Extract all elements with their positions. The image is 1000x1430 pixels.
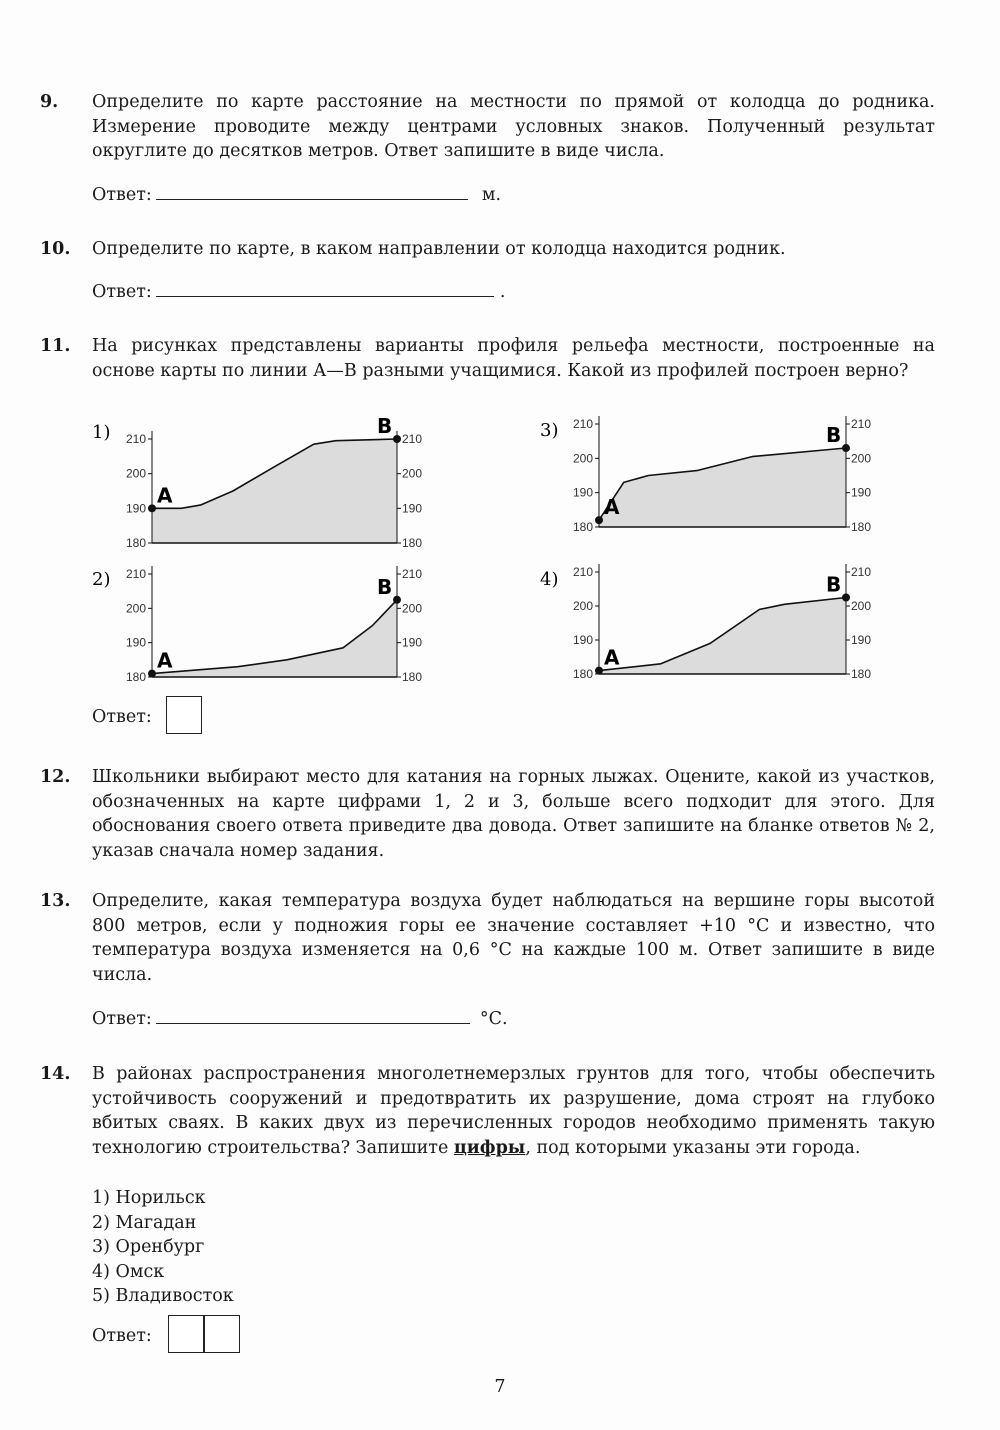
y-tick-label-right: 210 bbox=[402, 567, 423, 581]
y-tick-label-right: 210 bbox=[851, 565, 872, 579]
option-item: 3) Оренбург bbox=[92, 1237, 205, 1257]
y-tick-label-left: 190 bbox=[572, 485, 593, 500]
point-b-marker bbox=[393, 596, 401, 604]
profile-area bbox=[599, 448, 846, 527]
y-tick-label-right: 200 bbox=[402, 466, 423, 481]
y-tick-label-left: 190 bbox=[572, 633, 593, 647]
y-tick-label-right: 190 bbox=[402, 635, 423, 650]
point-b-label: B bbox=[377, 574, 393, 599]
y-tick-label-left: 200 bbox=[125, 601, 146, 616]
y-tick-label-left: 180 bbox=[125, 536, 146, 550]
y-tick-label-left: 200 bbox=[572, 451, 593, 466]
y-tick-label-left: 180 bbox=[572, 520, 593, 534]
y-tick-label-left: 180 bbox=[125, 670, 146, 684]
y-tick-label-right: 180 bbox=[851, 667, 872, 681]
y-tick-label-left: 200 bbox=[125, 466, 146, 481]
y-tick-label-right: 200 bbox=[851, 451, 872, 466]
point-b-label: B bbox=[826, 572, 842, 597]
y-tick-label-left: 210 bbox=[572, 417, 593, 431]
point-a-marker bbox=[595, 516, 603, 524]
point-b-marker bbox=[842, 594, 850, 602]
point-a-marker bbox=[595, 667, 603, 675]
y-tick-label-right: 180 bbox=[402, 536, 423, 550]
point-a-label: A bbox=[157, 648, 173, 673]
y-tick-label-left: 210 bbox=[125, 567, 146, 581]
profile-option-number: 3) bbox=[540, 420, 559, 441]
y-tick-label-left: 210 bbox=[125, 432, 146, 446]
profile-area bbox=[152, 439, 397, 543]
option-item: 4) Омск bbox=[92, 1261, 165, 1282]
y-tick-label-left: 210 bbox=[572, 565, 593, 579]
y-tick-label-left: 190 bbox=[125, 635, 146, 650]
point-a-label: A bbox=[604, 495, 620, 520]
worksheet-page: 9. Определите по карте расстояние на местности по прямой от колодца до родника. Измерение проводите между центрами условных знаков. Полученный результат округлите до десятков метров. Ответ запишите в виде числа. Ответ: м. 10. Определите по карте, в каком направлении от колодца находится родник. Ответ: . 11. На рисунках представлены варианты профиля рельефа местности, построенные на основе карты по линии А—В разными учащимися. Какой из профилей построен верно? Ответ: 12. Школьники выбирают место для катания на горных лыжах. Оцените, какой из участков, обозначенных на карте цифрами 1, 2 и 3, больше всего подходит для этого. Для обоснования своего ответа приведите два довода. Ответ запишите на бланке ответов № 2, указав сначала номер задания. 13. Определите, какая температура воздуха будет наблюдаться на вершине горы высотой 800 метров, если у подножия горы ее значение составляет +10 °С и известно, что температура воздуха изменяется на 0,6 °С на каждые 100 м. Ответ запишите в виде числа. Ответ: °С. 14. В районах распространения многолетнемерзлых грунтов для того, чтобы обеспечить устойчивость сооружений и предотвратить их разрушение, дома строят на глубоко вбитых сваях. В каких двух из перечисленных городов необходимо применять такую технологию строительства? Запишите цифры, под которыми указаны эти города. 1) Норильск 2) Магадан 3) Оренбург 4) Омск 5) Владивосток Ответ: 180 180 190 190 200 200 210 210 A B 1) 180 180 190 190 200 200 210 210 A B 2) 180 180 190 190 200 200 210 210 A B 3) 180 180 190 190 200 200 210 210 A B 4) 7 bbox=[0, 0, 1000, 1430]
point-b-marker bbox=[393, 435, 401, 443]
y-tick-label-right: 210 bbox=[402, 432, 423, 446]
y-tick-label-right: 190 bbox=[851, 633, 872, 647]
y-tick-label-left: 190 bbox=[125, 501, 146, 516]
point-a-label: A bbox=[604, 645, 620, 670]
point-b-label: B bbox=[377, 414, 393, 438]
profile-area bbox=[152, 600, 397, 677]
option-item: 5) Владивосток bbox=[92, 1286, 234, 1306]
profile-option-number: 4) bbox=[540, 569, 559, 590]
point-a-marker bbox=[148, 504, 156, 512]
option-item: 2) Магадан bbox=[92, 1212, 197, 1233]
y-tick-label-right: 180 bbox=[851, 520, 872, 534]
y-tick-label-right: 210 bbox=[851, 417, 872, 431]
point-a-marker bbox=[148, 670, 156, 678]
y-tick-label-left: 180 bbox=[572, 667, 593, 681]
point-b-marker bbox=[842, 444, 850, 452]
y-tick-label-right: 190 bbox=[851, 485, 872, 500]
y-tick-label-left: 200 bbox=[572, 599, 593, 613]
page-number: 7 bbox=[494, 1377, 506, 1397]
profile-option-number: 2) bbox=[92, 569, 111, 590]
point-b-label: B bbox=[826, 423, 842, 448]
y-tick-label-right: 200 bbox=[402, 601, 423, 616]
option-item: 1) Норильск bbox=[92, 1188, 206, 1208]
point-a-label: A bbox=[157, 483, 173, 508]
y-tick-label-right: 180 bbox=[402, 670, 423, 684]
y-tick-label-right: 200 bbox=[851, 599, 872, 613]
y-tick-label-right: 190 bbox=[402, 501, 423, 516]
profile-option-number: 1) bbox=[92, 422, 111, 443]
